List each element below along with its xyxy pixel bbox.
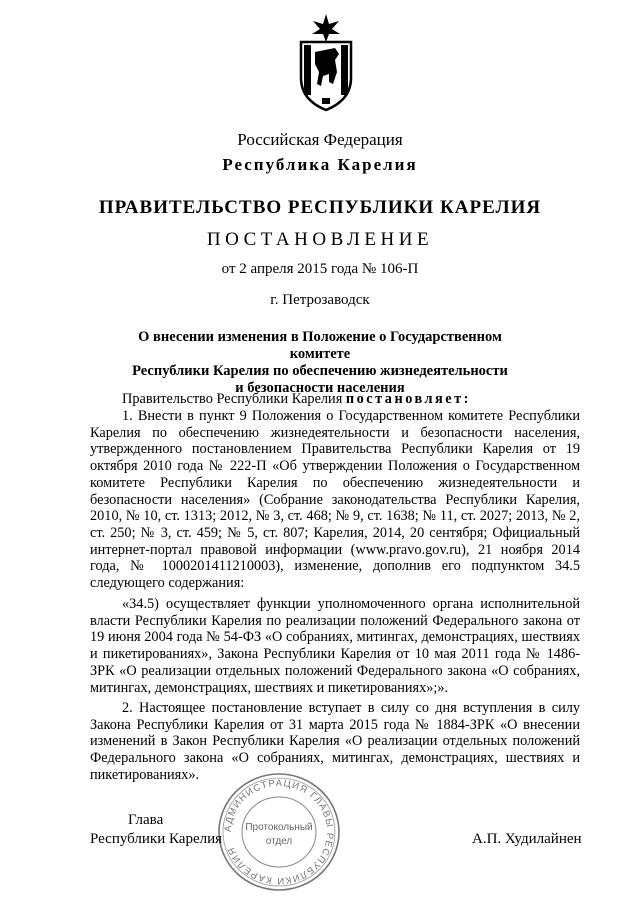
signatory-organization: Республики Карелия [90,831,223,847]
government-title: ПРАВИТЕЛЬСТВО РЕСПУБЛИКИ КАРЕЛИЯ [98,197,542,218]
signatory-title: Глава [128,812,164,828]
paragraph-text: 1. Внести в пункт 9 Положения о Государственном комитете Республики Карелия по обеспечению жизнедеятельности и безопасности населения, утвержденного постановлением Правительства Республики Карелия от 19 октября 2010 года № 222-П «Об утверждении Положения о Государственном комитете Республики Карелия по обеспечению жизнедеятельности и безопасности населения» (Собрание законодательства Республики Карелия, 2010, № 10, ст. 1313; 2012, № 3, ст. 468; № 9, ст. 1638; № 11, ст. 2027; 2013, № 2, ст. 250; № 3, ст. 459; № 5, ст. 807; Карелия, 2014, 20 сентября; Официальный интернет-портал правовой информации (www.pravo.gov.ru), 21 ноября 2014 года, № 1000201411210003), изменение, дополнив его подпунктом 34.5 следующего содержания: [90,408,580,592]
paragraph-text: «34.5) осуществляет функции уполномоченного органа исполнительной власти Республики Карелия по реализации положений Федерального закона от 19 июня 2004 года № 54-ФЗ «О собраниях, митингах, демонстрациях, шествиях и пикетированиях», Закона Республики Карелия от 10 мая 2011 года № 1486-ЗРК «О реализации отдельных положений Федерального закона «О собраниях, митингах, демонстрациях, шествиях и пикетированиях»;». [90,596,580,696]
subject-line: Республики Карелия по обеспечению жизнедеятельности [132,363,508,379]
subject-line: и безопасности населения [235,380,405,396]
country-name: Российская Федерация [237,130,403,149]
document-type: ПОСТАНОВЛЕНИЕ [206,229,434,250]
stamp-inner-line: отдел [265,836,293,847]
document-subject [120,329,520,397]
round-stamp [214,770,344,895]
republic-name: Республика Карелия [222,155,418,174]
preamble-lead: Правительство Республики Карелия [122,391,343,407]
paragraph-text: 2. Настоящее постановление вступает в силу со дня вступления в силу Закона Республики Карелия от 31 марта 2015 года № 1884-ЗРК «О внесении изменений в Закон Республики Карелия «О реализации отдельных положений Федерального закона «О собраниях, митингах, демонстрациях, шествиях и пикетированиях». [90,700,580,783]
coat-of-arms-icon [295,12,357,112]
preamble-decree-word: постановляет: [345,391,471,407]
stamp-ring-text: АДМИНИСТРАЦИЯ ГЛАВЫ РЕСПУБЛИКИ КАРЕЛИЯ [222,777,336,887]
preamble [90,391,580,408]
stamp-inner-line: Протокольный [245,822,313,833]
date-number-line: от 2 апреля 2015 года № 106-П [221,261,419,277]
paragraph-34-5 [90,596,580,696]
paragraph-1 [90,408,580,592]
subject-line: О внесении изменения в Положение о Государственном комитете [138,329,502,362]
signatory-name: А.П. Худилайнен [472,831,582,847]
city-line: г. Петрозаводск [270,292,370,308]
